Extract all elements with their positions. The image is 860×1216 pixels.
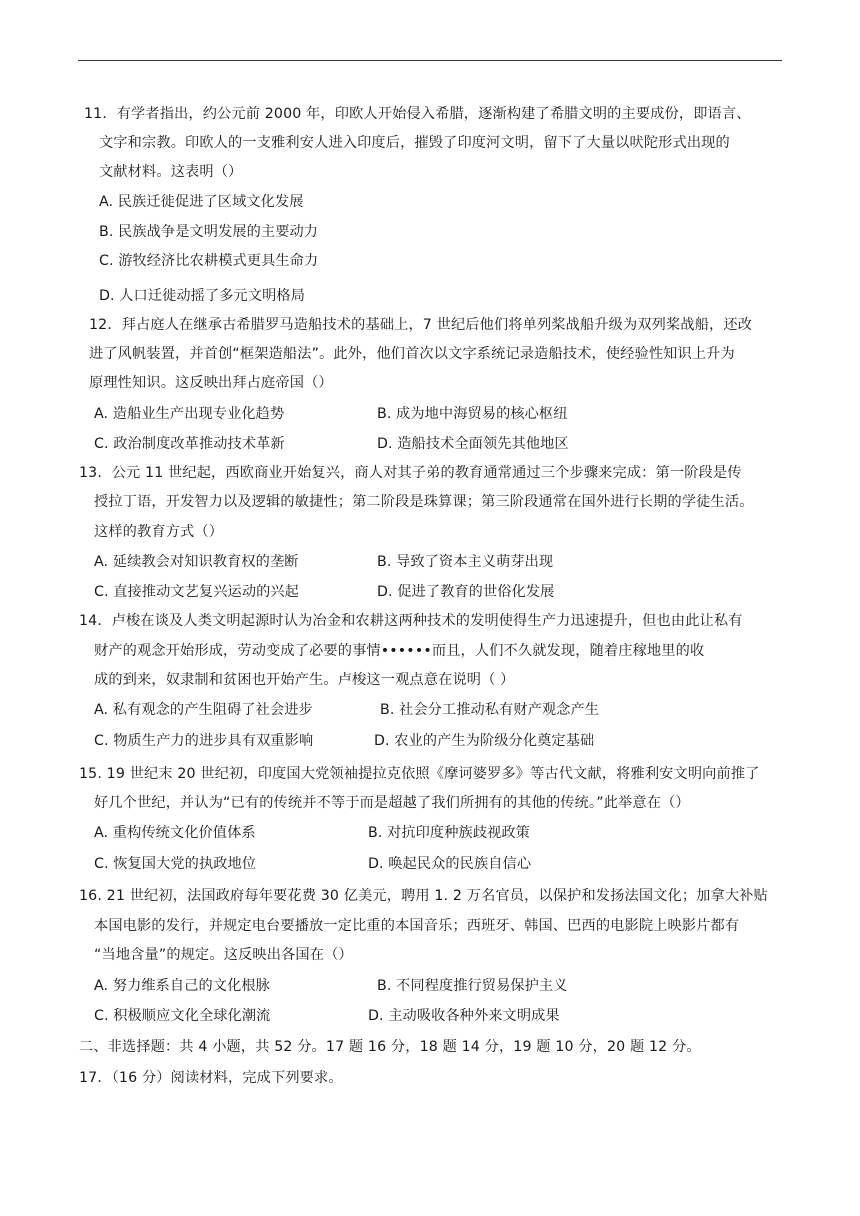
option-d: D. 唤起民众的民族自信心 — [368, 856, 532, 872]
option-d: D. 促进了教育的世俗化发展 — [377, 584, 555, 600]
question-text-line: 财产的观念开始形成，劳动变成了必要的事情••••••而且，人们不久就发现，随着庄稼地里的收 — [94, 643, 705, 659]
option-b: B. 社会分工推动私有财产观念产生 — [380, 702, 600, 718]
option-b: B. 导致了资本主义萌芽出现 — [377, 554, 554, 570]
option-c: C. 物质生产力的进步具有双重影响 — [94, 733, 314, 749]
option-c: C. 直接推动文艺复兴运动的兴起 — [94, 584, 299, 600]
question-text-line: 16. 21 世纪初，法国政府每年要花费 30 亿美元，聘用 1. 2 万名官员，以保护和发扬法国文化；加拿大补贴 — [79, 888, 768, 904]
question-text-line: “当地含量”的规定。这反映出各国在（） — [94, 947, 353, 963]
question-text-line: 12．拜占庭人在继承古希腊罗马造船技术的基础上，7 世纪后他们将单列桨战船升级为双列桨战船，还改 — [89, 317, 753, 333]
question-17-intro: 17．（16 分）阅读材料，完成下列要求。 — [79, 1070, 343, 1086]
option-c: C. 恢复国大党的执政地位 — [94, 856, 257, 872]
option-a: A. 造船业生产出现专业化趋势 — [94, 406, 285, 422]
option-d: D. 造船技术全面领先其他地区 — [377, 436, 569, 452]
option-a: A. 民族迁徙促进了区域文化发展 — [99, 194, 304, 210]
question-text-line: 好几个世纪，并认为“已有的传统并不等于而是超越了我们所拥有的其他的传统。”此举意在（） — [94, 795, 690, 811]
option-a: A. 私有观念的产生阻碍了社会进步 — [94, 702, 313, 718]
question-text-line: 15. 19 世纪末 20 世纪初，印度国大党领袖提拉克依照《摩诃婆罗多》等古代文献，将雅利安文明向前推了 — [79, 766, 760, 782]
question-text-line: 文献材料。这表明（） — [99, 164, 243, 180]
option-d: D. 主动吸收各种外来文明成果 — [368, 1008, 560, 1024]
question-text-line: 14．卢梭在谈及人类文明起源时认为冶金和农耕这两种技术的发明使得生产力迅速提升，但也由此让私有 — [79, 613, 743, 629]
option-b: B. 对抗印度种族歧视政策 — [368, 825, 530, 841]
question-text-line: 原理性知识。这反映出拜占庭帝国（） — [89, 375, 333, 391]
question-text-line: 这样的教育方式（） — [94, 524, 224, 540]
option-a: A. 努力维系自己的文化根脉 — [94, 978, 270, 994]
question-text-line: 本国电影的发行，并规定电台要播放一定比重的本国音乐；西班牙、韩国、巴西的电影院上映影片都有 — [94, 918, 740, 934]
option-c: C. 积极顺应文化全球化潮流 — [94, 1008, 271, 1024]
option-c: C. 游牧经济比农耕模式更具生命力 — [99, 253, 319, 269]
option-d: D. 人口迁徙动摇了多元文明格局 — [99, 288, 305, 304]
option-a: A. 重构传统文化价值体系 — [94, 825, 256, 841]
option-d: D. 农业的产生为阶级分化奠定基础 — [374, 733, 595, 749]
option-a: A. 延续教会对知识教育权的垄断 — [94, 554, 299, 570]
header-rule — [78, 60, 782, 61]
question-text-line: 成的到来，奴隶制和贫困也开始产生。卢梭这一观点意在说明（ ） — [94, 672, 515, 688]
option-b: B. 成为地中海贸易的核心枢纽 — [377, 406, 568, 422]
question-text-line: 文字和宗教。印欧人的一支雅利安人进入印度后，摧毁了印度河文明，留下了大量以吠陀形式出现的 — [99, 135, 730, 151]
option-c: C. 政治制度改革推动技术革新 — [94, 436, 285, 452]
question-text-line: 13．公元 11 世纪起，西欧商业开始复兴，商人对其子弟的教育通常通过三个步骤来完成：第一阶段是传 — [79, 465, 742, 481]
question-text-line: 授拉丁语，开发智力以及逻辑的敏捷性；第二阶段是珠算课；第三阶段通常在国外进行长期的学徒生活。 — [94, 494, 754, 510]
option-b: B. 民族战争是文明发展的主要动力 — [99, 224, 319, 240]
section-heading: 二、非选择题：共 4 小题，共 52 分。17 题 16 分，18 题 14 分，19 题 10 分，20 题 12 分。 — [79, 1039, 701, 1055]
question-text-line: 进了风帆装置，并首创“框架造船法”。此外，他们首次以文字系统记录造船技术，使经验性知识上升为 — [89, 346, 735, 362]
question-text-line: 11．有学者指出，约公元前 2000 年，印欧人开始侵入希腊，逐渐构建了希腊文明的主要成份，即语言、 — [84, 106, 751, 122]
option-b: B. 不同程度推行贸易保护主义 — [377, 978, 568, 994]
